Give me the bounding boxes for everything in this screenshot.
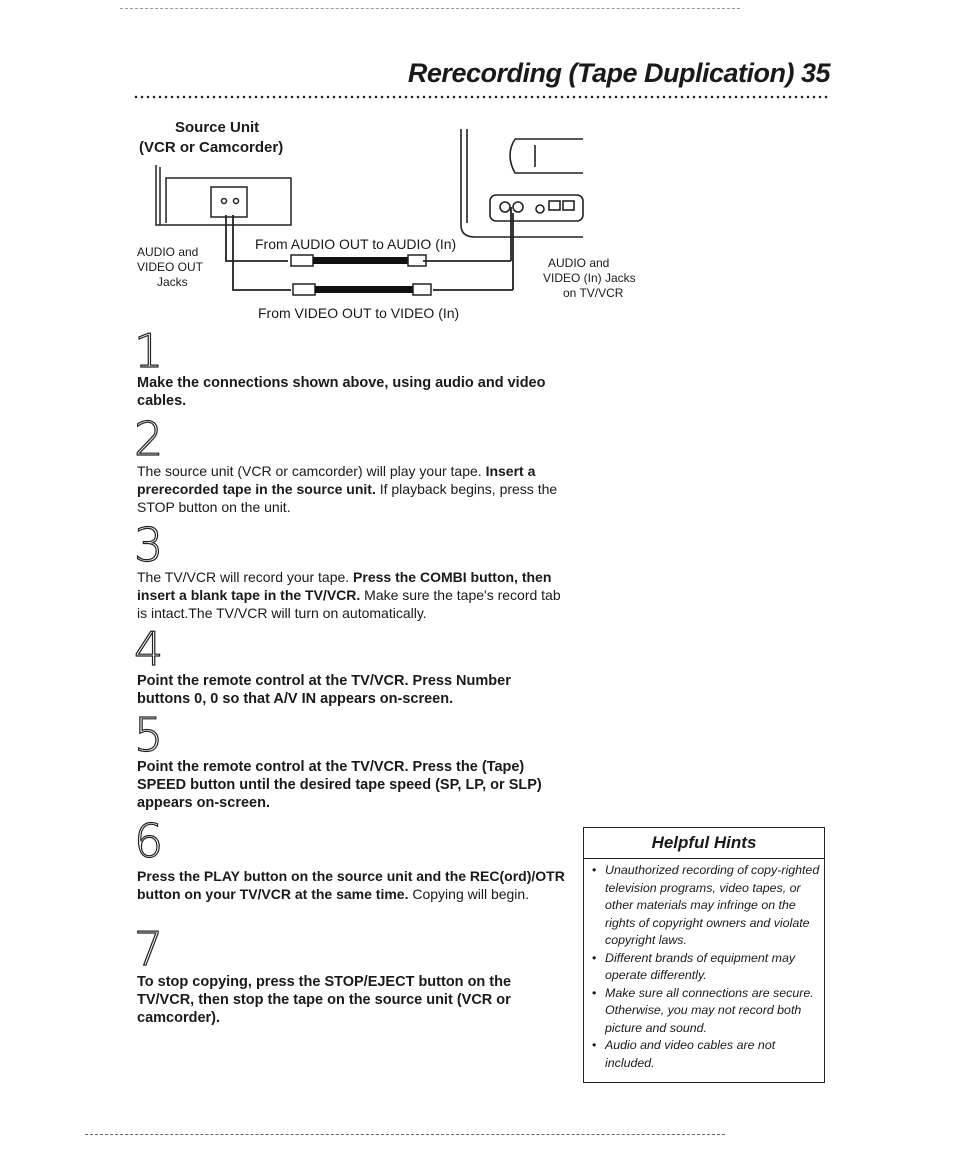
step-number-2: 2	[134, 412, 164, 466]
scan-artifact-bottom	[85, 1134, 725, 1136]
hint-item: • Unauthorized recording of copy-righted television programs, video tapes, or other materials may infringe on the rights of copyright owners and violate copyright laws.	[592, 862, 820, 950]
step-7-text: To stop copying, press the STOP/EJECT button on the TV/VCR, then stop the tape on the source unit (VCR or camcorder).	[137, 974, 512, 1026]
step-3-text: The TV/VCR will record your tape. Press the COMBI button, then insert a blank tape in the TV/VCR. Make sure the tape's record tab is intact.The TV/VCR will turn on automatically.	[137, 569, 561, 621]
left-jacks-label: AUDIO and VIDEO OUT Jacks	[137, 245, 204, 289]
video-cable-icon	[293, 284, 431, 295]
step-number-5: 5	[134, 708, 164, 762]
helpful-hints-box	[583, 827, 825, 1083]
video-path-label: From VIDEO OUT to VIDEO (In)	[258, 305, 460, 321]
source-unit-subtitle: (VCR or Camcorder)	[139, 139, 284, 156]
source-unit-title: Source Unit	[175, 119, 260, 136]
hint-item: • Audio and video cables are not included.	[592, 1037, 820, 1072]
step-number-4: 4	[134, 622, 164, 676]
right-jacks-label: AUDIO and VIDEO (In) Jacks on TV/VCR	[543, 256, 636, 300]
source-vcr-icon	[156, 165, 291, 225]
step-2-text: The source unit (VCR or camcorder) will play your tape. Insert a prerecorded tape in the source unit. If playback begins, press the STOP button on the unit.	[137, 463, 558, 515]
step-number-3: 3	[134, 518, 164, 572]
step-number-6: 6	[134, 814, 164, 868]
audio-cable-icon	[291, 255, 426, 266]
step-number-7: 7	[134, 922, 164, 976]
audio-path-label: From AUDIO OUT to AUDIO (In)	[255, 236, 457, 252]
dotted-rule	[133, 95, 830, 99]
step-1-text: Make the connections shown above, using audio and video cables.	[137, 375, 546, 409]
page-title: Rerecording (Tape Duplication) 35	[407, 58, 830, 88]
hint-item: • Different brands of equipment may operate differently.	[592, 950, 820, 985]
helpful-hints-list	[592, 862, 820, 1072]
helpful-hints-title: Helpful Hints	[584, 828, 824, 859]
connection-diagram	[133, 115, 653, 330]
hint-item: • Make sure all connections are secure. Otherwise, you may not record both picture and sound.	[592, 985, 820, 1038]
step-6-text: Press the PLAY button on the source unit and the REC(ord)/OTR button on your TV/VCR at the same time. Copying will begin.	[137, 868, 565, 902]
step-number-1: 1	[134, 324, 164, 378]
step-5-text: Point the remote control at the TV/VCR. Press the (Tape) SPEED button until the desired tape speed (SP, LP, or SLP) appears on-screen.	[137, 759, 542, 811]
step-4-text: Point the remote control at the TV/VCR. Press Number buttons 0, 0 so that A/V IN appears on-screen.	[137, 673, 511, 707]
scan-artifact-top	[120, 8, 740, 10]
tv-vcr-icon	[461, 129, 583, 237]
